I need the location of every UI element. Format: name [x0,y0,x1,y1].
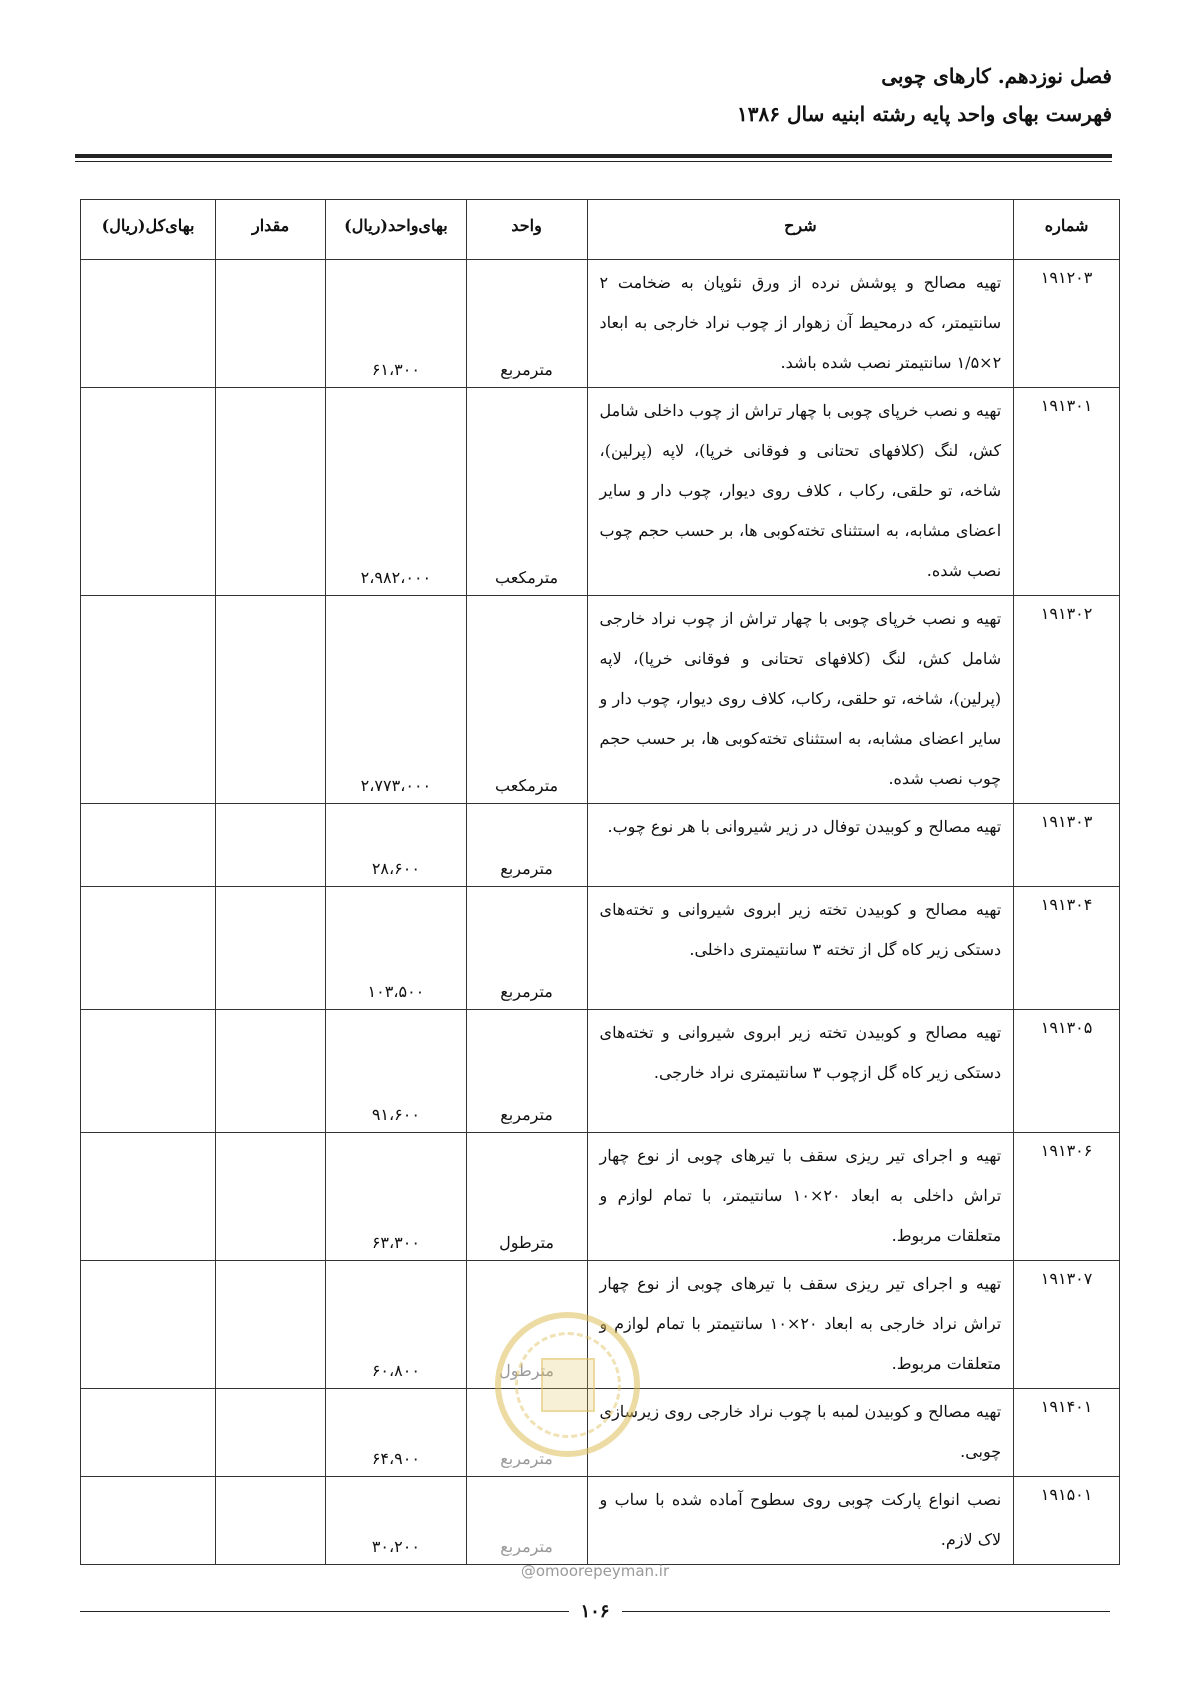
item-unit: مترمربع [466,1010,587,1133]
page-footer [80,1596,1110,1626]
table-header-row [81,200,1120,260]
watermark-credit: @omoorepeyman.ir [520,1562,670,1580]
item-number: ۱۹۱۳۰۱ [1014,388,1120,596]
item-total-price [81,804,216,887]
item-quantity [216,887,326,1010]
item-description: تهیه و اجرای تیر ریزی سقف با تیرهای چوبی از نوع چهار تراش نراد خارجی به ابعاد ۲۰×۱۰ سانتیمتر با تمام لوازم و متعلقات مربوط. [587,1261,1014,1389]
item-description: تهیه و نصب خرپای چوبی با چهار تراش از چوب نراد خارجی شامل کش، لنگ (کلافهای تحتانی و فوقانی خرپا)، لاپه (پرلین)، شاخه، تو حلقی، رکاب، کلاف روی دیوار، چوب دار و سایر اعضای مشابه، به استثنای تخته‌کوبی ها، بر حسب حجم چوب نصب شده. [587,596,1014,804]
column-header-number: شماره [1014,200,1120,260]
item-number: ۱۹۱۳۰۳ [1014,804,1120,887]
item-total-price [81,1261,216,1389]
column-header-unit-price: بهای‌واحد(ریال) [326,200,466,260]
item-unit: مترمکعب [466,388,587,596]
item-unit: مترمربع [466,1389,587,1477]
table-row [81,887,1120,1010]
item-total-price [81,1389,216,1477]
item-unit-price: ۶۱،۳۰۰ [326,260,466,388]
item-unit-price: ۲،۹۸۲،۰۰۰ [326,388,466,596]
item-unit: مترطول [466,1133,587,1261]
header-rule-thin [75,161,1112,162]
item-description: تهیه مصالح و کوبیدن لمبه با چوب نراد خارجی روی زیرسازی چوبی. [587,1389,1014,1477]
item-description: تهیه و نصب خرپای چوبی با چهار تراش از چوب داخلی شامل کش، لنگ (کلافهای تحتانی و فوقانی خرپا)، لاپه (پرلین)، شاخه، تو حلقی، رکاب ، کلاف روی دیوار، چوب دار و سایر اعضای مشابه، به استثنای تخته‌کوبی ها، بر حسب حجم چوب نصب شده. [587,388,1014,596]
item-unit: مترمکعب [466,596,587,804]
table-row [81,260,1120,388]
price-list-table [80,199,1120,1565]
item-unit: مترمربع [466,804,587,887]
item-quantity [216,388,326,596]
table-row [81,1389,1120,1477]
column-header-unit: واحد [466,200,587,260]
item-number: ۱۹۱۳۰۲ [1014,596,1120,804]
table-row [81,1133,1120,1261]
item-unit: مترمربع [466,1477,587,1565]
item-description: تهیه و اجرای تیر ریزی سقف با تیرهای چوبی از نوع چهار تراش داخلی به ابعاد ۲۰×۱۰ سانتیمتر، با تمام لوازم و متعلقات مربوط. [587,1133,1014,1261]
item-total-price [81,1010,216,1133]
item-quantity [216,1477,326,1565]
item-number: ۱۹۱۳۰۵ [1014,1010,1120,1133]
item-number: ۱۹۱۲۰۳ [1014,260,1120,388]
table-row [81,804,1120,887]
item-description: تهیه مصالح و کوبیدن توفال در زیر شیروانی با هر نوع چوب. [587,804,1014,887]
item-unit-price: ۱۰۳،۵۰۰ [326,887,466,1010]
header-rule-thick [75,154,1112,158]
item-unit-price: ۶۴،۹۰۰ [326,1389,466,1477]
item-total-price [81,260,216,388]
table-row [81,388,1120,596]
item-total-price [81,388,216,596]
item-quantity [216,1010,326,1133]
table-row [81,1010,1120,1133]
document-subtitle: فهرست بهای واحد پایه رشته ابنیه سال ۱۳۸۶ [737,102,1112,126]
item-total-price [81,596,216,804]
item-description: تهیه مصالح و کوبیدن تخته زیر ابروی شیروانی و تخته‌های دستکی زیر کاه گل از تخته ۳ سانتیمتری داخلی. [587,887,1014,1010]
item-total-price [81,887,216,1010]
chapter-title: فصل نوزدهم. کارهای چوبی [881,64,1112,88]
item-unit: مترمربع [466,887,587,1010]
item-quantity [216,260,326,388]
item-description: تهیه مصالح و کوبیدن تخته زیر ابروی شیروانی و تخته‌های دستکی زیر کاه گل ازچوب ۳ سانتیمتری نراد خارجی. [587,1010,1014,1133]
footer-rule-right [622,1611,1111,1612]
item-unit: مترطول [466,1261,587,1389]
item-number: ۱۹۱۵۰۱ [1014,1477,1120,1565]
item-unit: مترمربع [466,260,587,388]
item-description: نصب انواع پارکت چوبی روی سطوح آماده شده با ساب و لاک لازم. [587,1477,1014,1565]
item-quantity [216,1133,326,1261]
item-quantity [216,1261,326,1389]
item-unit-price: ۲۸،۶۰۰ [326,804,466,887]
page-header [72,58,1112,132]
item-unit-price: ۶۰،۸۰۰ [326,1261,466,1389]
item-number: ۱۹۱۳۰۶ [1014,1133,1120,1261]
footer-rule-left [80,1611,569,1612]
column-header-description: شرح [587,200,1014,260]
page-number: ۱۰۶ [580,1600,610,1622]
column-header-total-price: بهای‌کل(ریال) [81,200,216,260]
item-quantity [216,596,326,804]
item-quantity [216,1389,326,1477]
item-unit-price: ۶۳،۳۰۰ [326,1133,466,1261]
item-total-price [81,1477,216,1565]
item-total-price [81,1133,216,1261]
table-row [81,1477,1120,1565]
item-number: ۱۹۱۴۰۱ [1014,1389,1120,1477]
table-row [81,596,1120,804]
item-unit-price: ۹۱،۶۰۰ [326,1010,466,1133]
column-header-quantity: مقدار [216,200,326,260]
item-description: تهیه مصالح و پوشش نرده از ورق نئوپان به ضخامت ۲ سانتیمتر، که درمحیط آن زهوار از چوب نراد خارجی به ابعاد ۲×۱/۵ سانتیمتر نصب شده باشد. [587,260,1014,388]
item-number: ۱۹۱۳۰۷ [1014,1261,1120,1389]
item-quantity [216,804,326,887]
item-unit-price: ۳۰،۲۰۰ [326,1477,466,1565]
table-row [81,1261,1120,1389]
item-unit-price: ۲،۷۷۳،۰۰۰ [326,596,466,804]
item-number: ۱۹۱۳۰۴ [1014,887,1120,1010]
